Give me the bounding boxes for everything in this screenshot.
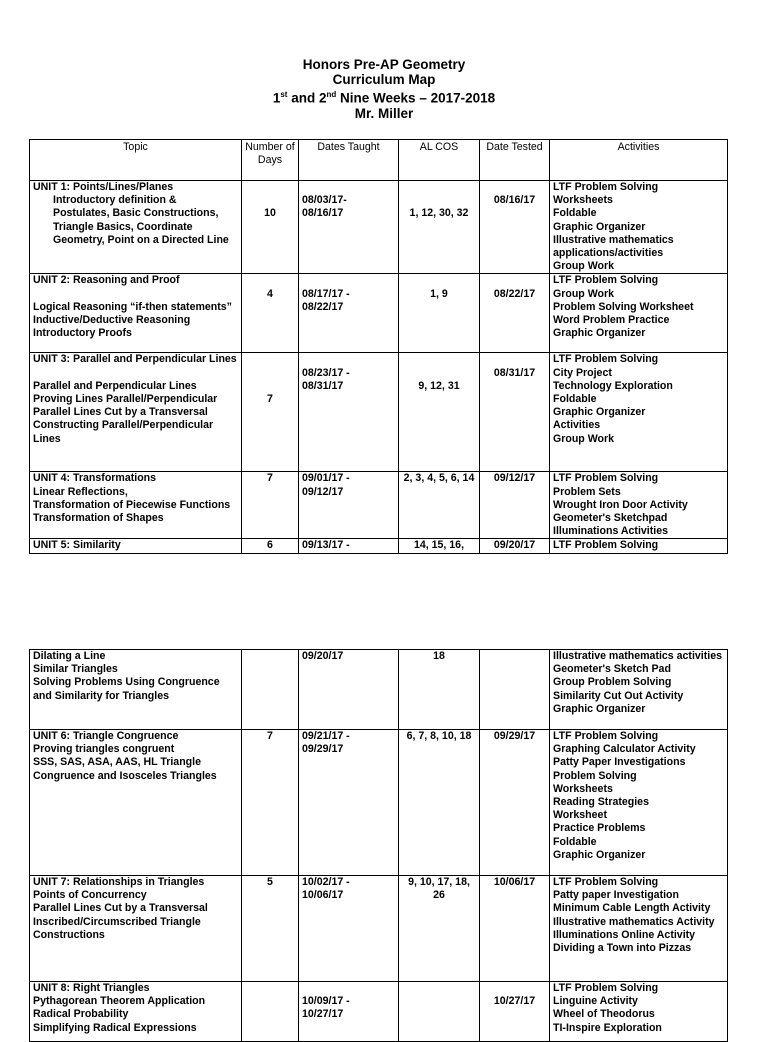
dates-cell: 09/13/17 -	[299, 539, 399, 553]
days-cell: 5	[242, 876, 299, 982]
dates-cell: 08/17/17 - 08/22/17	[299, 274, 399, 353]
table-row	[30, 353, 728, 472]
topic-cell: Dilating a Line Similar Triangles Solving Problems Using Congruence and Similarity for Triangles	[30, 650, 242, 730]
table-header-row	[30, 140, 728, 181]
dates-cell: 10/09/17 - 10/27/17	[299, 982, 399, 1042]
tested-cell: 09/29/17	[480, 730, 550, 876]
table-row	[30, 650, 728, 730]
topic-cell: UNIT 8: Right Triangles Pythagorean Theorem Application Radical Probability Simplifying Radical Expressions	[30, 982, 242, 1042]
days-cell: 7	[242, 353, 299, 472]
term-line: 1st and 2nd Nine Weeks – 2017-2018	[272, 90, 496, 106]
course-title: Honors Pre-AP Geometry	[302, 57, 466, 72]
days-cell	[242, 982, 299, 1042]
tested-cell: 09/20/17	[480, 539, 550, 553]
dates-cell: 09/21/17 - 09/29/17	[299, 730, 399, 876]
tested-cell: 08/16/17	[480, 181, 550, 274]
topic-cell: UNIT 2: Reasoning and Proof Logical Reasoning “if-then statements” Inductive/Deductive Reasoning Introductory Proofs	[30, 274, 242, 353]
alcos-cell: 9, 12, 31	[399, 353, 480, 472]
tested-cell: 10/06/17	[480, 876, 550, 982]
alcos-cell: 2, 3, 4, 5, 6, 14	[399, 472, 480, 539]
alcos-cell: 14, 15, 16,	[399, 539, 480, 553]
alcos-cell: 9, 10, 17, 18, 26	[399, 876, 480, 982]
activities-cell: Illustrative mathematics activities Geometer's Sketch Pad Group Problem Solving Similarity Cut Out Activity Graphic Organizer	[550, 650, 728, 730]
activities-cell: LTF Problem Solving City Project Technology Exploration Foldable Graphic Organizer Activities Group Work	[550, 353, 728, 472]
topic-cell: UNIT 5: Similarity	[30, 539, 242, 553]
table-row	[30, 982, 728, 1042]
document-header	[0, 57, 768, 121]
days-cell: 6	[242, 539, 299, 553]
alcos-cell: 1, 9	[399, 274, 480, 353]
activities-cell: LTF Problem Solving Linguine Activity Wheel of Theodorus TI-Inspire Exploration	[550, 982, 728, 1042]
curriculum-table-page-2	[29, 649, 728, 1042]
alcos-cell: 1, 12, 30, 32	[399, 181, 480, 274]
teacher-name: Mr. Miller	[354, 105, 414, 121]
dates-cell: 09/01/17 - 09/12/17	[299, 472, 399, 539]
table-row	[30, 539, 728, 553]
col-header-dates: Dates Taught	[299, 140, 399, 181]
table-row	[30, 274, 728, 353]
days-cell: 7	[242, 730, 299, 876]
days-cell: 4	[242, 274, 299, 353]
topic-cell: UNIT 3: Parallel and Perpendicular Lines Parallel and Perpendicular Lines Proving Lines Parallel/Perpendicular Parallel Lines Cut by a Transversal Constructing Parallel/Perpendicular Lines	[30, 353, 242, 472]
col-header-topic: Topic	[30, 140, 242, 181]
alcos-cell	[399, 982, 480, 1042]
activities-cell: LTF Problem Solving	[550, 539, 728, 553]
topic-cell: UNIT 6: Triangle Congruence Proving triangles congruent SSS, SAS, ASA, AAS, HL Triangle Congruence and Isosceles Triangles	[30, 730, 242, 876]
tested-cell: 10/27/17	[480, 982, 550, 1042]
tested-cell	[480, 650, 550, 730]
col-header-days: Number of Days	[242, 140, 299, 181]
activities-cell: LTF Problem Solving Worksheets Foldable Graphic Organizer Illustrative mathematics applications/activities Group Work	[550, 181, 728, 274]
alcos-cell: 18	[399, 650, 480, 730]
tested-cell: 08/31/17	[480, 353, 550, 472]
table-row	[30, 876, 728, 982]
days-cell: 10	[242, 181, 299, 274]
dates-cell: 09/20/17	[299, 650, 399, 730]
activities-cell: LTF Problem Solving Patty paper Investigation Minimum Cable Length Activity Illustrative mathematics Activity Illuminations Online Activity Dividing a Town into Pizzas	[550, 876, 728, 982]
topic-cell: UNIT 4: Transformations Linear Reflections, Transformation of Piecewise Functions Transformation of Shapes	[30, 472, 242, 539]
activities-cell: LTF Problem Solving Problem Sets Wrought Iron Door Activity Geometer's Sketchpad Illuminations Activities	[550, 472, 728, 539]
dates-cell: 10/02/17 - 10/06/17	[299, 876, 399, 982]
tested-cell: 08/22/17	[480, 274, 550, 353]
col-header-activities: Activities	[550, 140, 728, 181]
curriculum-table-page-1	[29, 139, 728, 554]
col-header-tested: Date Tested	[480, 140, 550, 181]
alcos-cell: 6, 7, 8, 10, 18	[399, 730, 480, 876]
activities-cell: LTF Problem Solving Graphing Calculator Activity Patty Paper Investigations Problem Solving Worksheets Reading Strategies Worksheet Practice Problems Foldable Graphic Organizer	[550, 730, 728, 876]
topic-cell: UNIT 1: Points/Lines/Planes Introductory definition & Postulates, Basic Constructions, Triangle Basics, Coordinate Geometry, Point on a Directed Line	[30, 181, 242, 274]
col-header-alcos: AL COS	[399, 140, 480, 181]
table-row	[30, 181, 728, 274]
activities-cell: LTF Problem Solving Group Work Problem Solving Worksheet Word Problem Practice Graphic Organizer	[550, 274, 728, 353]
days-cell: 7	[242, 472, 299, 539]
dates-cell: 08/03/17-08/16/17	[299, 181, 399, 274]
table-row	[30, 730, 728, 876]
table-row	[30, 472, 728, 539]
tested-cell: 09/12/17	[480, 472, 550, 539]
document-title: Curriculum Map	[332, 72, 436, 87]
topic-cell: UNIT 7: Relationships in Triangles Points of Concurrency Parallel Lines Cut by a Transversal Inscribed/Circumscribed Triangle Constructions	[30, 876, 242, 982]
days-cell	[242, 650, 299, 730]
dates-cell: 08/23/17 - 08/31/17	[299, 353, 399, 472]
